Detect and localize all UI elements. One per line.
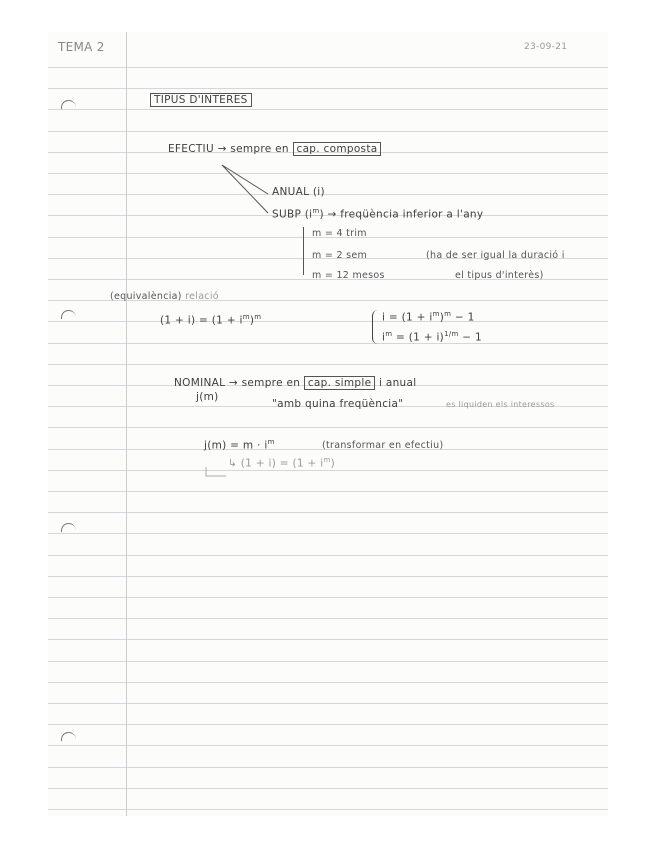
efectiu-text: sempre en (230, 143, 289, 155)
topic-heading: TEMA 2 (58, 40, 105, 54)
m-row: m = 2 sem (312, 250, 368, 261)
date: 23-09-21 (524, 42, 568, 52)
subp-label: SUBP $(i^m)$ → freqüència inferior a l'any (272, 207, 484, 221)
nominal-boxed: cap. simple (304, 376, 376, 390)
system-brace (372, 310, 379, 344)
efectiu-label: EFECTIU (168, 143, 214, 155)
equivalence-formula: $(1 + i) = (1 + i^m)^m$ (160, 313, 262, 327)
arrow-icon: → (228, 377, 239, 389)
nominal-heading: NOMINAL → sempre en cap. simple i anual (174, 377, 417, 389)
nominal-faint-formula: ↳ $(1 + i) = (1 + i^m)$ (228, 456, 335, 470)
note-line: (ha de ser igual la duració i (426, 250, 565, 261)
system-line-2: $i^m = (1 + i)^{1/m} - 1$ (382, 330, 482, 344)
page-title: TIPUS D'INTERES (150, 93, 252, 107)
nominal-formula: $j(m) = m \cdot i^m$ (204, 438, 275, 452)
nominal-faint-note: es liquiden els interessos (446, 400, 555, 409)
m-brace (303, 227, 306, 275)
equivalence-label: (equivalència) relació (110, 291, 219, 302)
system-line-1: $i = (1 + i^m)^m - 1$ (382, 310, 475, 324)
anual-label: ANUAL (i) (272, 186, 325, 198)
nominal-quote: "amb quina freqüència" (272, 398, 404, 410)
m-row: m = 12 mesos (312, 270, 385, 281)
m-row: m = 4 trim (312, 228, 367, 239)
jm-label: j(m) (196, 391, 219, 403)
arrow-icon: → (217, 143, 227, 155)
efectiu-boxed: cap. composta (293, 142, 382, 156)
nominal-formula-note: (transformar en efectiu) (322, 440, 444, 451)
note-line: el tipus d'interès) (455, 270, 544, 281)
